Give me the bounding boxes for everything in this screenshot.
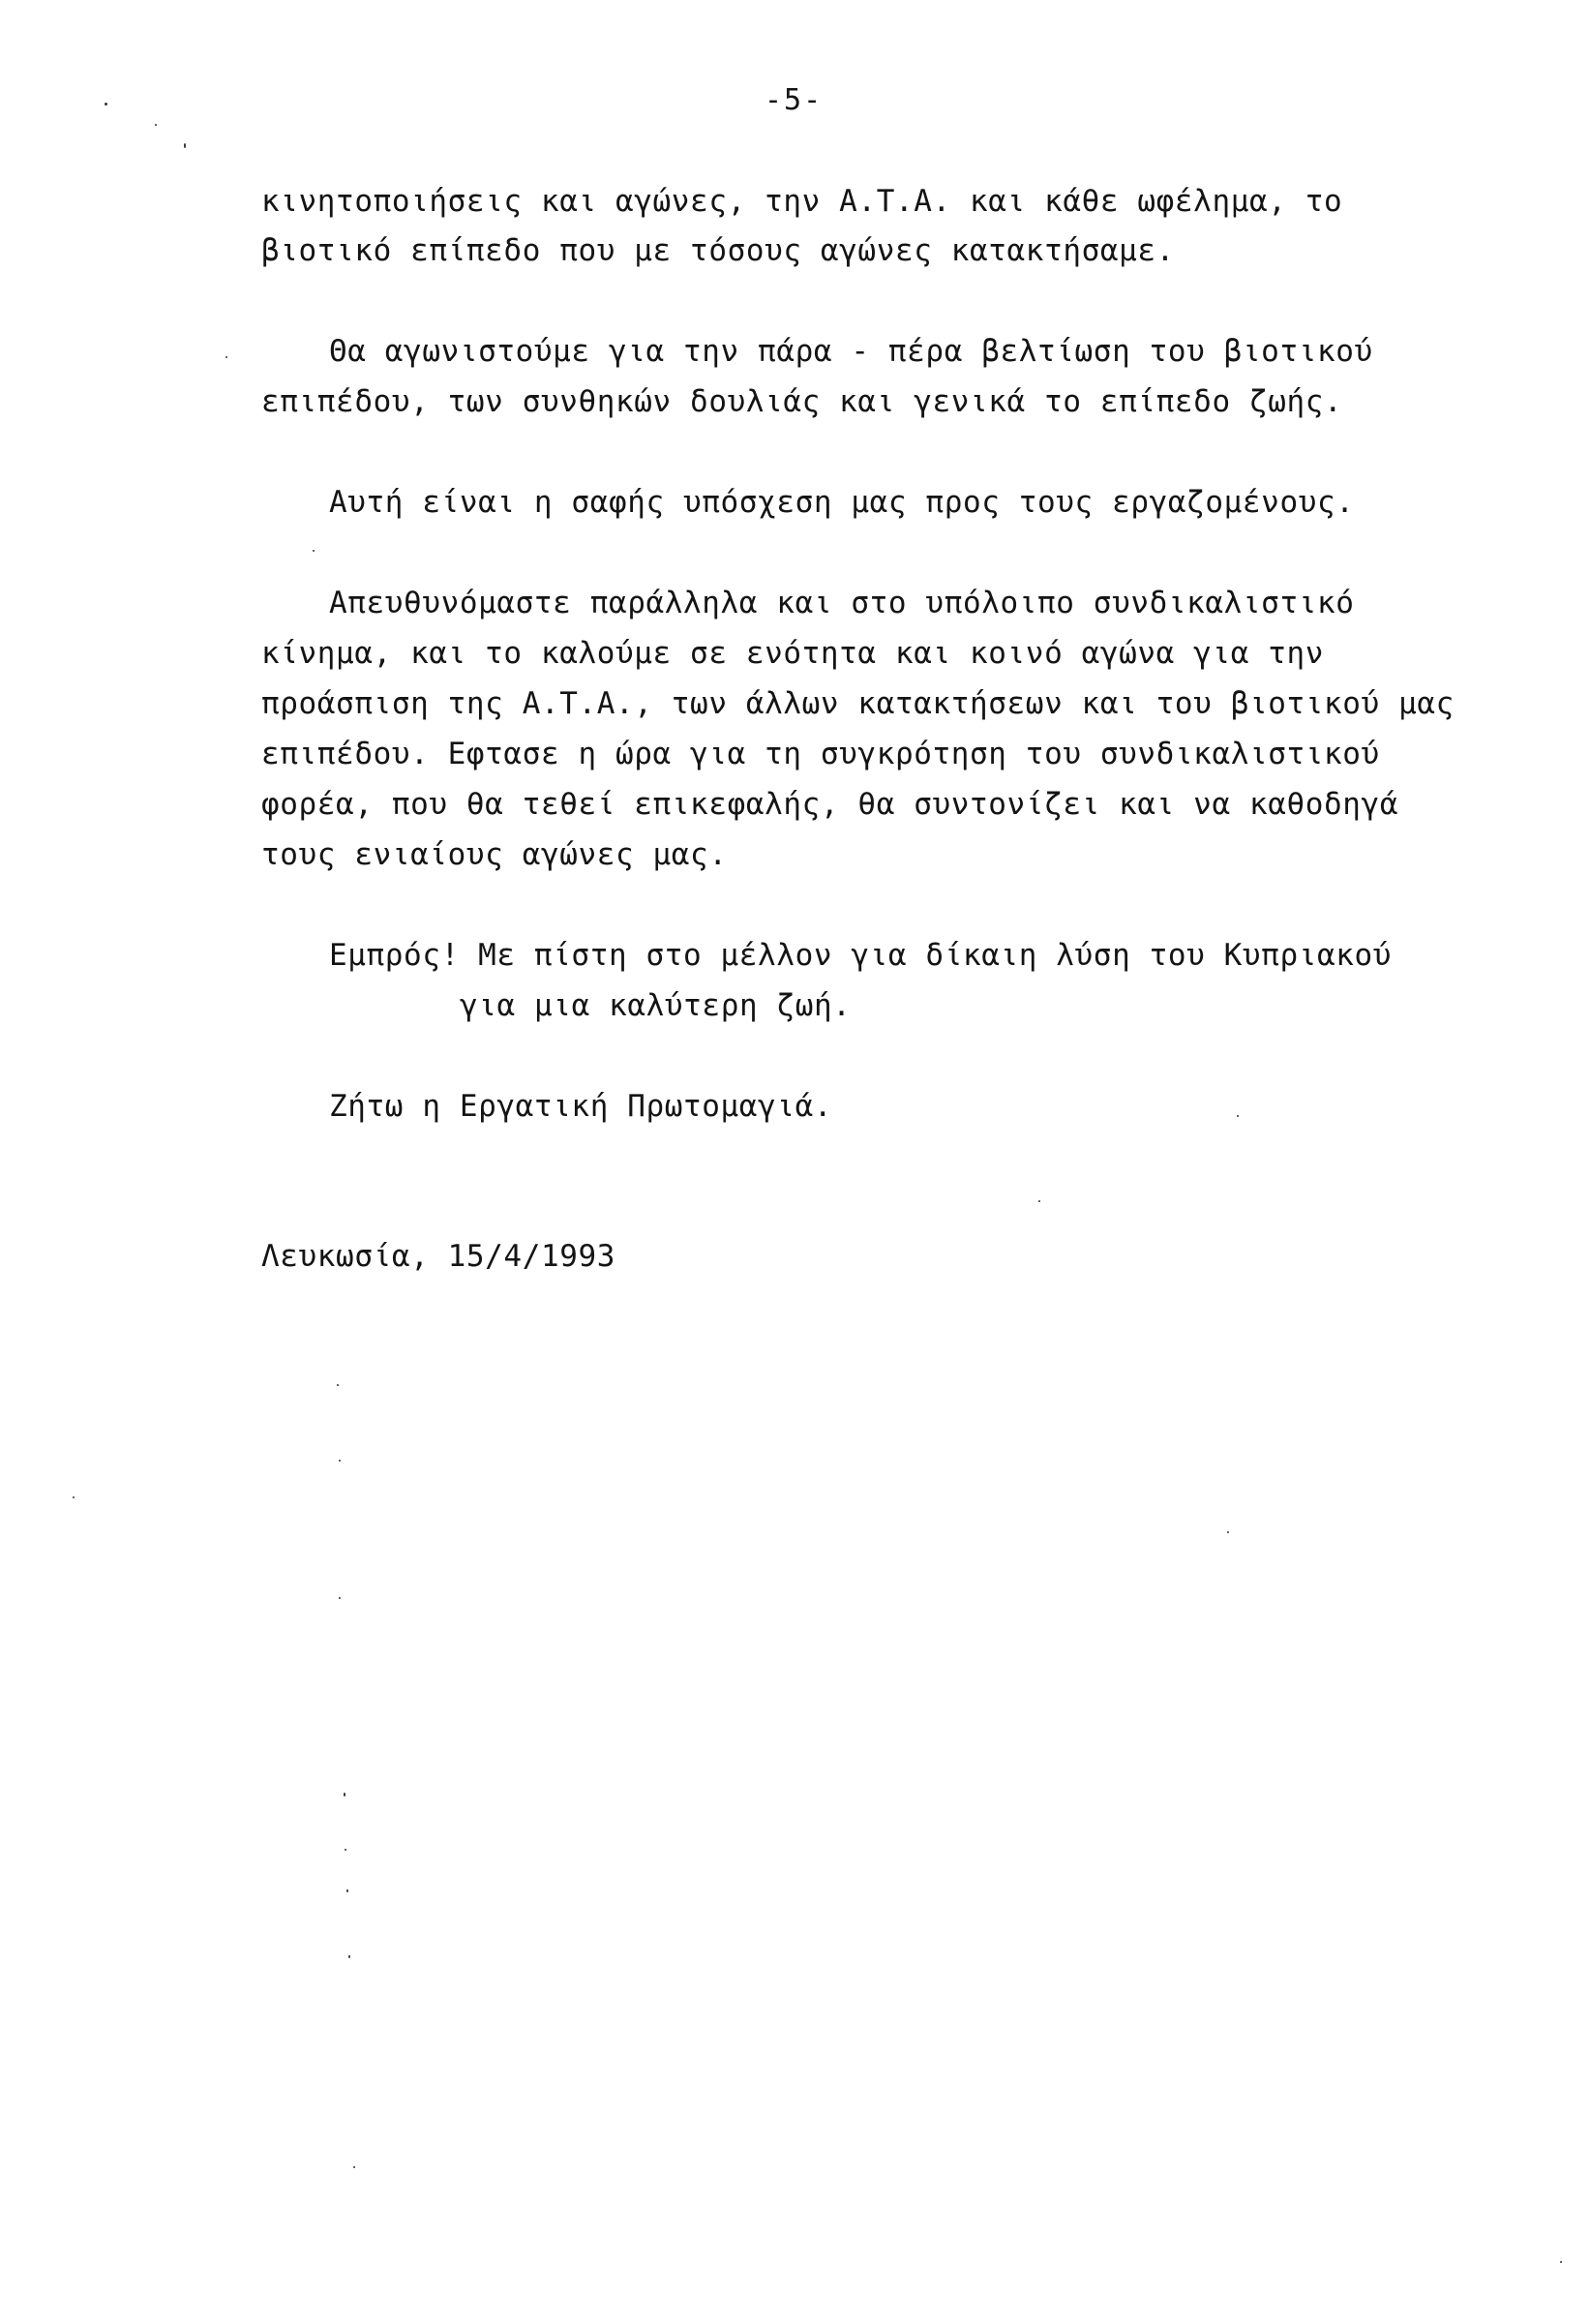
scan-speck [348,1955,350,1958]
paragraph-4-line-5: φορέα, που θα τεθεί επικεφαλής, θα συντονίζει και να καθοδηγά [261,787,1399,822]
scan-speck [155,124,157,126]
scan-speck [346,1889,348,1892]
scan-speck [337,1384,339,1386]
paragraph-4-line-4: επιπέδου. Εφτασε η ώρα για τη συγκρότηση του συνδικαλιστικού [261,737,1380,771]
paragraph-3-line-1: Αυτή είναι η σαφής υπόσχεση μας προς τους εργαζομένους. [329,485,1355,520]
scan-speck [1560,2261,1562,2263]
scan-speck [73,1496,75,1498]
scan-speck [1227,1531,1229,1533]
paragraph-2-line-2: επιπέδου, των συνθηκών δουλιάς και γενικά το επίπεδο ζωής. [261,384,1343,419]
scan-speck [353,2166,355,2168]
page-number: -5- [765,83,824,117]
paragraph-4-line-3: προάσπιση της Α.Τ.Α., των άλλων κατακτήσεων και του βιοτικού μας [261,686,1455,721]
paragraph-4-line-2: κίνημα, και το καλούμε σε ενότητα και κοινό αγώνα για την [261,636,1325,671]
scan-speck [225,356,227,358]
paragraph-5-line-2: για μια καλύτερη ζωή. [460,988,852,1023]
paragraph-4-line-1: Απευθυνόμαστε παράλληλα και στο υπόλοιπο συνδικαλιστικό [329,586,1355,620]
scan-speck [339,1597,341,1599]
scan-speck [105,103,107,106]
paragraph-1-line-2: βιοτικό επίπεδο που με τόσους αγώνες κατακτήσαμε. [261,233,1175,268]
paragraph-2-line-1: Θα αγωνιστούμε για την πάρα - πέρα βελτίωση του βιοτικού [329,334,1373,369]
paragraph-5-line-1: Εμπρός! Με πίστη στο μέλλον για δίκαιη λύση του Κυπριακού [329,938,1393,973]
scan-speck [345,1849,346,1851]
paragraph-4-line-6: τους ενιαίους αγώνες μας. [261,837,728,872]
scan-speck [1038,1200,1040,1202]
scan-speck [339,1460,341,1462]
scan-speck [344,1793,345,1796]
scan-speck [1237,1115,1239,1117]
place-date: Λευκωσία, 15/4/1993 [261,1239,616,1274]
paragraph-1-line-1: κινητοποιήσεις και αγώνες, την Α.Τ.Α. και κάθε ωφέλημα, το [261,184,1343,219]
paragraph-6-line-1: Ζήτω η Εργατική Πρωτομαγιά. [329,1089,833,1124]
scan-speck [313,550,315,552]
scan-speck [184,143,186,148]
